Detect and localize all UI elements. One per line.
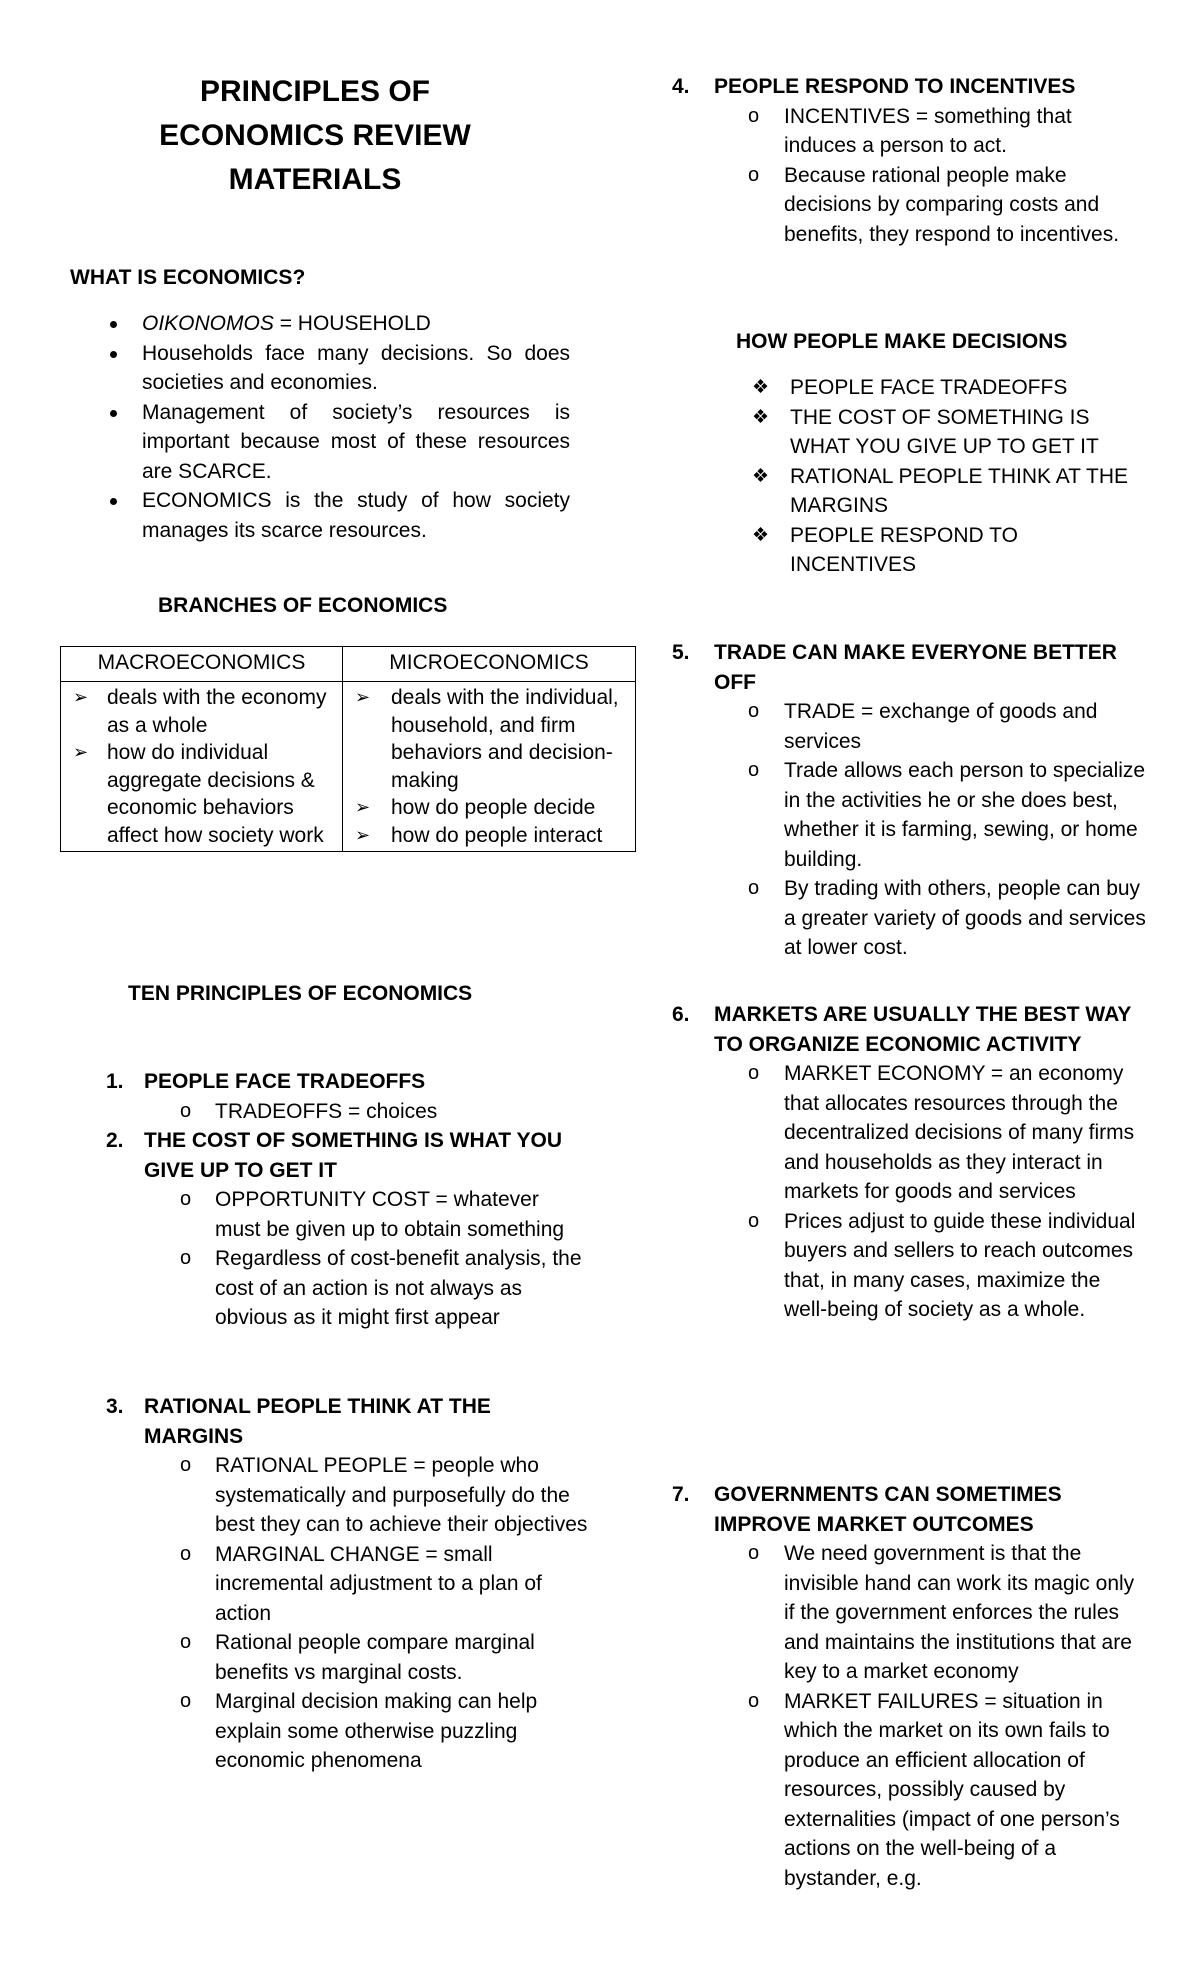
macro-cell: [61, 682, 343, 852]
table-list-item: ➢ deals with the economy as a whole: [73, 686, 327, 737]
micro-cell: [343, 682, 636, 852]
diamond-bullet-icon: ❖: [752, 524, 770, 546]
principle-title: 1. PEOPLE FACE TRADEOFFS: [106, 1070, 426, 1093]
title-line-2: ECONOMICS REVIEW: [159, 119, 471, 152]
bullet-icon: [110, 321, 117, 328]
sub-item: o MARKET ECONOMY = an economy that allocates resources through the decentralized decisions of many firms and households as they interact in markets for goods and services: [668, 1059, 1148, 1207]
circle-bullet-icon: o: [180, 1631, 192, 1653]
list-item: ECONOMICS is the study of how society manages its scarce resources.: [60, 486, 570, 545]
principle-4: [668, 72, 1148, 249]
circle-bullet-icon: o: [180, 1247, 192, 1269]
circle-bullet-icon: o: [748, 759, 760, 781]
principle-7: [668, 1480, 1148, 1893]
what-is-economics-list: [60, 309, 570, 545]
decisions-list: [668, 373, 1148, 580]
table-list-item: ➢ how do individual aggregate decisions & economic behaviors affect how society work: [73, 741, 324, 847]
principle-title: 3. RATIONAL PEOPLE THINK AT THE MARGINS: [106, 1395, 491, 1448]
circle-bullet-icon: o: [180, 1454, 192, 1476]
sub-item: o Rational people compare marginal benefits vs marginal costs.: [60, 1628, 590, 1687]
arrow-bullet-icon: ➢: [355, 797, 371, 817]
circle-bullet-icon: o: [180, 1690, 192, 1712]
circle-bullet-icon: o: [748, 104, 760, 127]
diamond-bullet-icon: ❖: [752, 377, 770, 398]
principle-title: 6. MARKETS ARE USUALLY THE BEST WAY TO ORGANIZE ECONOMIC ACTIVITY: [672, 1003, 1131, 1056]
principle-3: [60, 1392, 590, 1776]
list-item: ❖ PEOPLE FACE TRADEOFFS: [668, 373, 1148, 403]
macro-header: MACROECONOMICS: [61, 647, 343, 682]
micro-header: MICROECONOMICS: [343, 647, 636, 682]
list-item: ❖ THE COST OF SOMETHING IS WHAT YOU GIVE UP TO GET IT: [668, 403, 1148, 462]
principle-title: 4. PEOPLE RESPOND TO INCENTIVES: [672, 75, 1076, 98]
principle-2: [60, 1126, 590, 1333]
principle-1: [60, 1067, 620, 1126]
bullet-icon: [110, 410, 117, 417]
list-item: ❖ RATIONAL PEOPLE THINK AT THE MARGINS: [668, 462, 1148, 521]
sub-item: o Trade allows each person to specialize in the activities he or she does best, whether it is farming, sewing, or home building.: [668, 756, 1148, 874]
sub-item: o INCENTIVES = something that induces a person to act.: [668, 102, 1148, 161]
sub-item: o Prices adjust to guide these individual buyers and sellers to reach outcomes that, in many cases, maximize the well-being of society as a whole.: [668, 1207, 1148, 1325]
branches-table: [60, 646, 636, 852]
ten-principles-heading: TEN PRINCIPLES OF ECONOMICS: [128, 982, 473, 1005]
principle-title: 5. TRADE CAN MAKE EVERYONE BETTER OFF: [672, 641, 1117, 694]
circle-bullet-icon: o: [748, 163, 760, 186]
arrow-bullet-icon: ➢: [73, 742, 89, 762]
branches-heading: BRANCHES OF ECONOMICS: [158, 594, 448, 617]
bullet-icon: [110, 351, 117, 358]
table-list-item: ➢ deals with the individual, household, and firm behaviors and decision-making: [355, 686, 619, 792]
arrow-bullet-icon: ➢: [355, 824, 371, 845]
sub-item: o OPPORTUNITY COST = whatever must be given up to obtain something: [60, 1185, 590, 1244]
title-line-1: PRINCIPLES OF: [199, 75, 431, 108]
arrow-bullet-icon: ➢: [355, 687, 371, 707]
circle-bullet-icon: o: [748, 1542, 760, 1564]
sub-item: o Because rational people make decisions by comparing costs and benefits, they respond to incentives.: [668, 161, 1148, 250]
diamond-bullet-icon: ❖: [752, 465, 770, 487]
sub-item: o Regardless of cost-benefit analysis, the cost of an action is not always as obvious as it might first appear: [60, 1244, 590, 1333]
how-people-decide-heading: HOW PEOPLE MAKE DECISIONS: [736, 330, 1068, 353]
sub-item: o By trading with others, people can buy a greater variety of goods and services at lower cost.: [668, 874, 1148, 963]
sub-item: o RATIONAL PEOPLE = people who systematically and purposefully do the best they can to achieve their objectives: [60, 1451, 590, 1540]
sub-item: o TRADE = exchange of goods and services: [668, 697, 1148, 756]
sub-item: o MARGINAL CHANGE = small incremental adjustment to a plan of action: [60, 1540, 590, 1629]
principle-title: 2. THE COST OF SOMETHING IS WHAT YOU GIVE UP TO GET IT: [106, 1129, 563, 1182]
title-line-3: MATERIALS: [228, 163, 402, 196]
principle-6: [668, 1000, 1148, 1325]
circle-bullet-icon: o: [180, 1188, 192, 1210]
circle-bullet-icon: o: [180, 1099, 192, 1122]
sub-item: o Marginal decision making can help explain some otherwise puzzling economic phenomena: [60, 1687, 590, 1776]
circle-bullet-icon: o: [748, 1689, 760, 1712]
arrow-bullet-icon: ➢: [73, 687, 89, 707]
list-item: ❖ PEOPLE RESPOND TO INCENTIVES: [668, 521, 1148, 580]
bullet-icon: [110, 498, 117, 505]
sub-item: o We need government is that the invisible hand can work its magic only if the government enforces the rules and maintains the institutions that are key to a market economy: [668, 1539, 1148, 1687]
circle-bullet-icon: o: [180, 1542, 192, 1565]
table-list-item: ➢ how do people interact: [309, 822, 627, 850]
list-item: Management of society’s resources is important because most of these resources are SCARCE.: [60, 398, 570, 487]
circle-bullet-icon: o: [748, 700, 760, 722]
principle-title: 7. GOVERNMENTS CAN SOMETIMES IMPROVE MARKET OUTCOMES: [672, 1483, 1062, 1536]
list-item: OIKONOMOS = HOUSEHOLD: [60, 309, 570, 339]
circle-bullet-icon: o: [748, 1062, 760, 1084]
list-item: Households face many decisions. So does societies and economies.: [60, 339, 570, 398]
diamond-bullet-icon: ❖: [752, 406, 770, 428]
what-is-economics-heading: WHAT IS ECONOMICS?: [70, 266, 306, 289]
circle-bullet-icon: o: [748, 1209, 760, 1232]
circle-bullet-icon: o: [748, 877, 760, 899]
principle-5: [668, 638, 1148, 963]
sub-item: o TRADEOFFS = choices: [60, 1097, 620, 1127]
sub-item: o MARKET FAILURES = situation in which the market on its own fails to produce an efficient allocation of resources, possibly caused by externalities (impact of one person’s actions on the well-being of a bystander, e.g.: [668, 1687, 1148, 1894]
document-title: [60, 70, 570, 202]
table-list-item: ➢ how do people decide: [309, 794, 627, 822]
